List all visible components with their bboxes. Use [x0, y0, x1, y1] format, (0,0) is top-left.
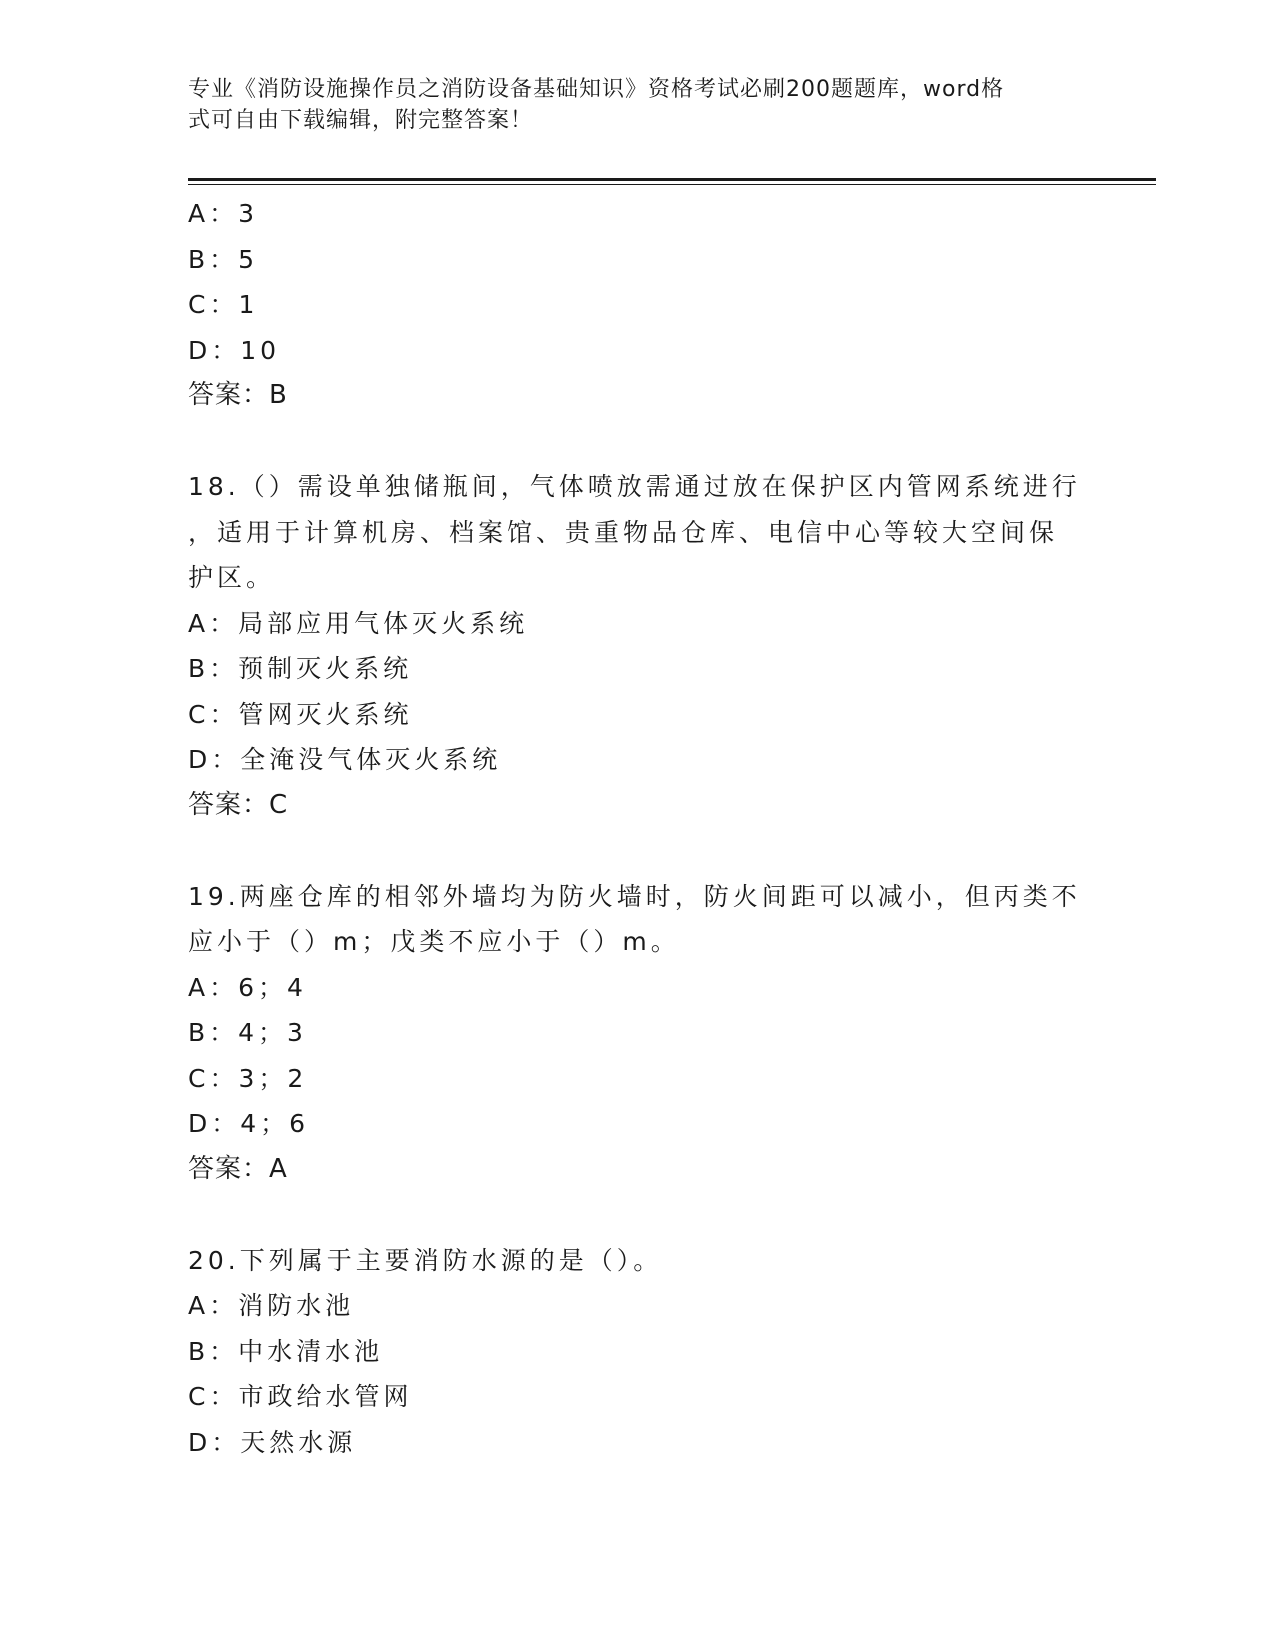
option-a: A：3	[188, 199, 259, 228]
spacer	[188, 1192, 1088, 1238]
question-19	[188, 874, 1088, 1193]
option-c: C：1	[188, 290, 259, 319]
option-a: A：局部应用气体灭火系统	[188, 608, 529, 638]
option-d: D：10	[188, 335, 281, 365]
answer-line: 答案：A	[188, 1153, 288, 1184]
option-b: B：中水清水池	[188, 1336, 384, 1366]
question-text-line: 18.（）需设单独储瓶间，气体喷放需通过放在保护区内管网系统进行	[188, 472, 1081, 501]
answer-line: 答案：C	[188, 789, 289, 820]
option-c: C：管网灭火系统	[188, 699, 413, 729]
question-text-line: ，适用于计算机房、档案馆、贵重物品仓库、电信中心等较大空间保	[188, 517, 1059, 547]
question-20	[188, 1238, 1088, 1466]
option-d: D：4；6	[188, 1109, 310, 1138]
option-b: B：4；3	[188, 1018, 307, 1047]
option-b: B：5	[188, 244, 259, 274]
option-a: A：消防水池	[188, 1291, 355, 1320]
question-text-line: 19.两座仓库的相邻外墙均为防火墙时，防火间距可以减小，但丙类不	[188, 881, 1081, 911]
answer-line: 答案：B	[188, 380, 288, 410]
question-list	[188, 191, 1088, 1465]
header-line-1: 专业《消防设施操作员之消防设备基础知识》资格考试必刷200题题库，word格	[188, 77, 1005, 102]
option-d: D：天然水源	[188, 1427, 357, 1457]
option-c: C：3；2	[188, 1063, 308, 1093]
header-divider	[188, 178, 1156, 181]
header-divider-thin	[188, 184, 1156, 185]
option-d: D：全淹没气体灭火系统	[188, 745, 502, 774]
option-b: B：预制灭火系统	[188, 654, 413, 683]
question-17	[188, 191, 1088, 419]
question-text-line: 20.下列属于主要消防水源的是（）。	[188, 1245, 663, 1275]
question-18	[188, 464, 1088, 828]
spacer	[188, 828, 1088, 874]
question-text-line: 护区。	[188, 563, 276, 592]
spacer	[188, 419, 1088, 465]
header-line-2: 式可自由下载编辑，附完整答案！	[188, 108, 534, 133]
option-a: A：6；4	[188, 972, 307, 1002]
question-text-line: 应小于（）m；戊类不应小于（）m。	[188, 927, 680, 956]
document-header	[188, 74, 1088, 136]
option-c: C：市政给水管网	[188, 1382, 413, 1411]
